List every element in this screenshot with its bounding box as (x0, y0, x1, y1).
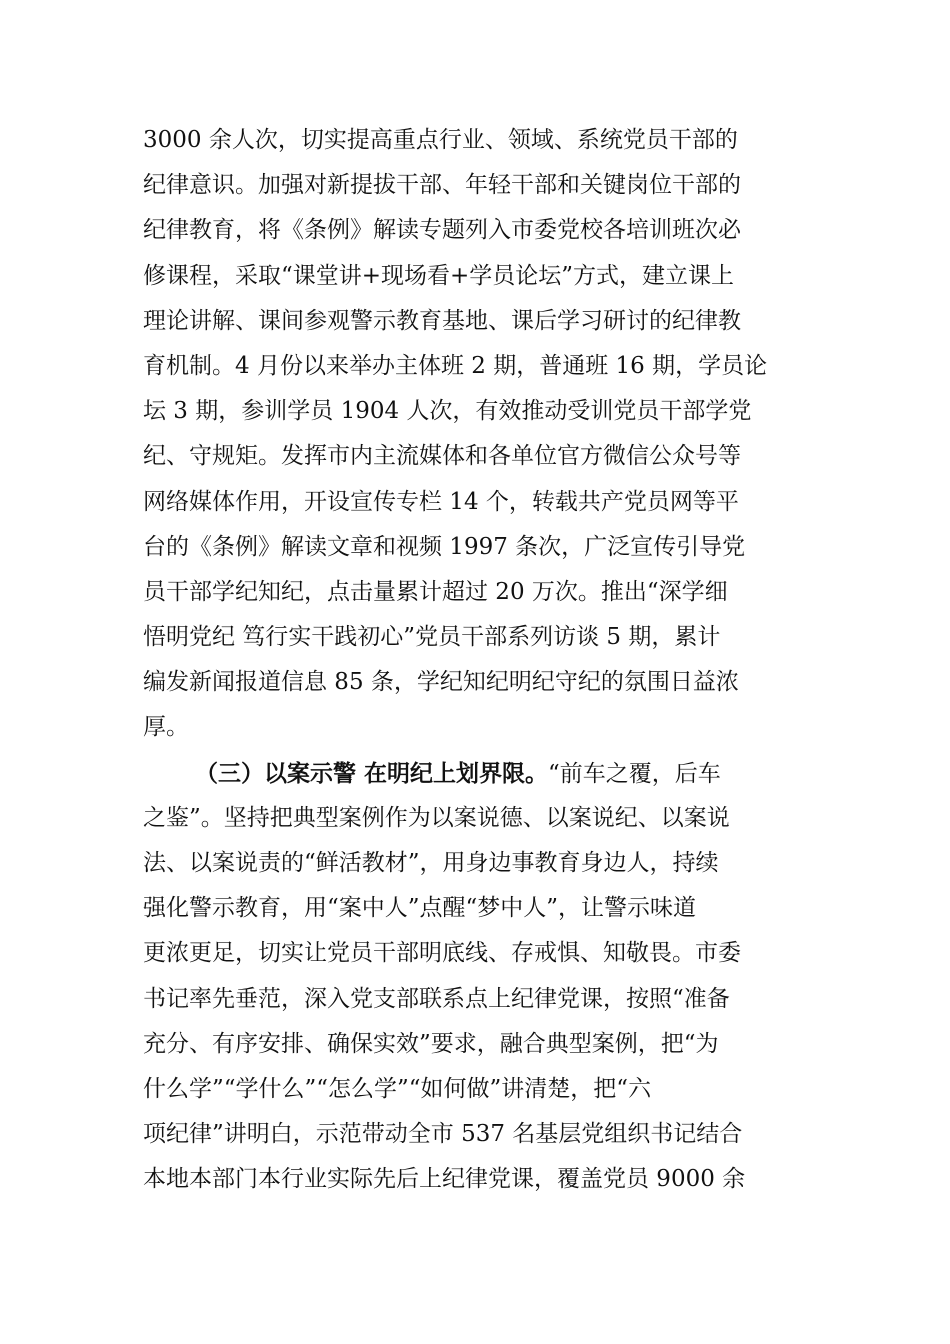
text-line: 什么学”“学什么”“怎么学”“如何做”讲清楚，把“六 (143, 1075, 652, 1102)
text-line: 员干部学纪知纪，点击量累计超过 20 万次。推出“深学细 (143, 578, 728, 605)
text-line: 台的《条例》解读文章和视频 1997 条次，广泛宣传引导党 (143, 533, 746, 560)
text-line: 悟明党纪 笃行实干践初心”党员干部系列访谈 5 期，累计 (143, 624, 721, 651)
text-span: “前车之覆，后车 (548, 760, 721, 787)
text-line: 本地本部门本行业实际先后上纪律党课，覆盖党员 9000 余 (143, 1166, 746, 1193)
section-heading-line (143, 751, 807, 796)
paragraph-1 (143, 118, 807, 751)
text-line: 之鉴”。坚持把典型案例作为以案说德、以案说纪、以案说 (143, 804, 730, 831)
text-line: 纪律意识。加强对新提拔干部、年轻干部和关键岗位干部的 (143, 172, 741, 199)
text-line: 纪律教育，将《条例》解读专题列入市委党校各培训班次必 (143, 217, 741, 244)
text-line: 书记率先垂范，深入党支部联系点上纪律党课，按照“准备 (143, 985, 730, 1012)
text-line: 编发新闻报道信息 85 条，学纪知纪明纪守纪的氛围日益浓 (143, 669, 739, 696)
text-line: 更浓更足，切实让党员干部明底线、存戒惧、知敬畏。市委 (143, 940, 741, 967)
text-line: 项纪律”讲明白，示范带动全市 537 名基层党组织书记结合 (143, 1121, 743, 1148)
text-line: 强化警示教育，用“案中人”点醒“梦中人”，让警示味道 (143, 895, 697, 922)
text-line: 坛 3 期，参训学员 1904 人次，有效推动受训党员干部学党 (143, 398, 752, 425)
text-line: 纪、守规矩。发挥市内主流媒体和各单位官方微信公众号等 (143, 443, 741, 470)
paragraph-2 (143, 751, 807, 1203)
text-line: 充分、有序安排、确保实效”要求，融合典型案例，把“为 (143, 1030, 719, 1057)
text-line: 3000 余人次，切实提高重点行业、领域、系统党员干部的 (143, 127, 738, 153)
document-body (143, 118, 807, 1203)
text-line: 法、以案说责的“鲜活教材”，用身边事教育身边人，持续 (143, 850, 719, 876)
text-line: 育机制。4 月份以来举办主体班 2 期，普通班 16 期，学员论 (143, 352, 768, 379)
text-line: 修课程，采取“课堂讲+现场看+学员论坛”方式，建立课上 (143, 262, 735, 289)
text-line: 网络媒体作用，开设宣传专栏 14 个，转载共产党员网等平 (143, 488, 739, 515)
text-line: 理论讲解、课间参观警示教育基地、课后学习研讨的纪律教 (143, 307, 741, 334)
section-heading: （三）以案示警 在明纪上划界限。 (195, 759, 549, 787)
text-line: 厚。 (143, 714, 189, 741)
